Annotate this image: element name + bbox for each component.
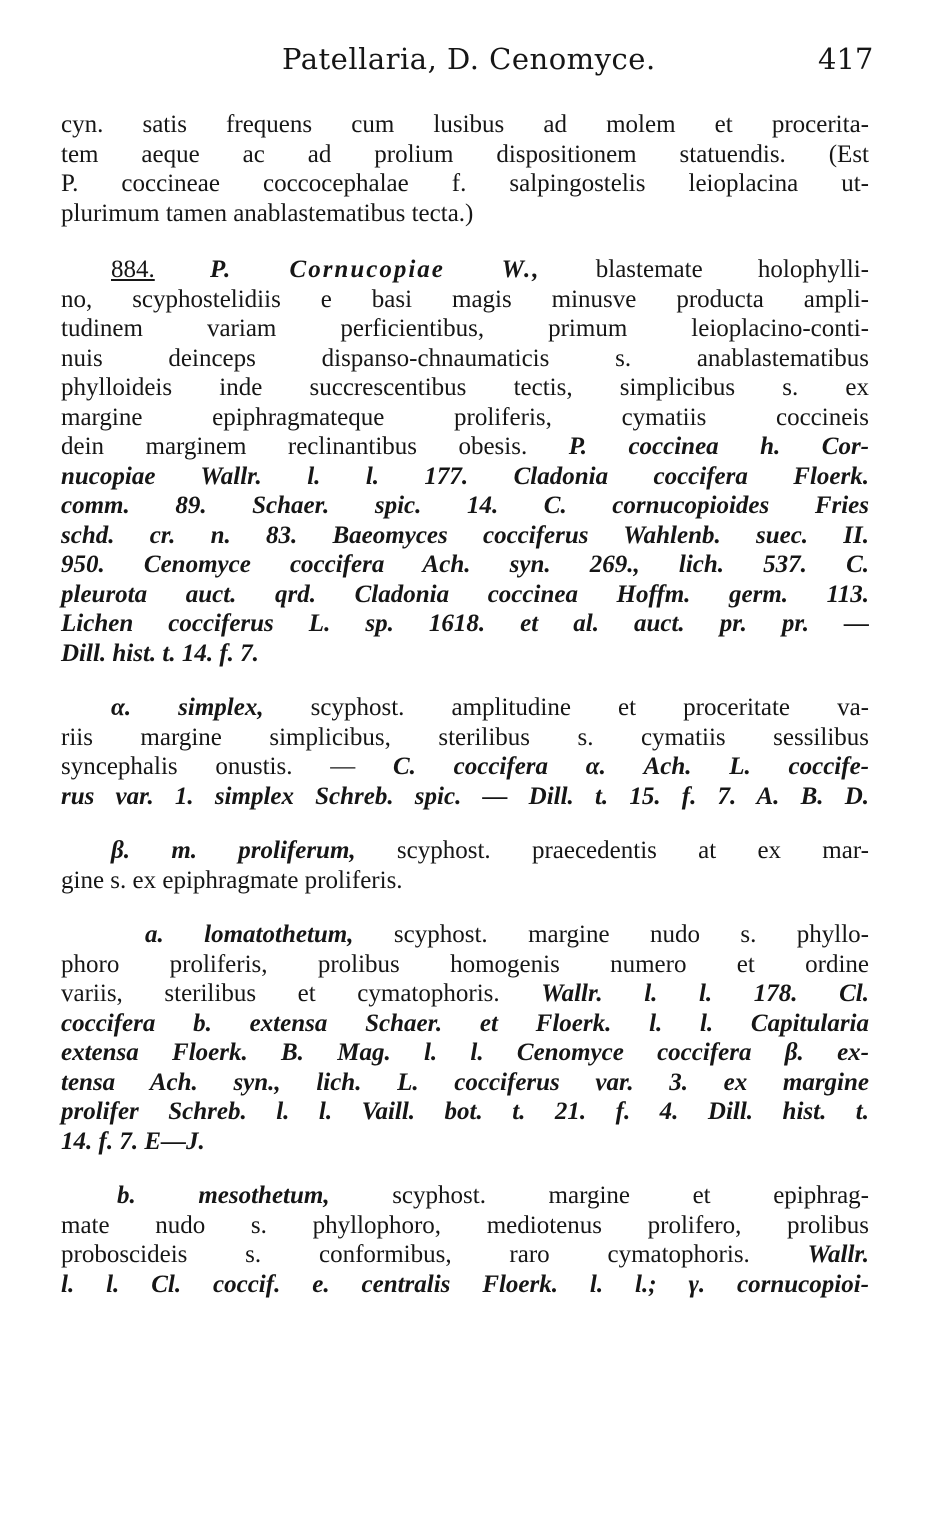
species-name: P. Cornucopiae W., (209, 256, 541, 283)
text-line: cyn. satis frequens cum lusibus ad molem et procerita- (61, 111, 869, 138)
text-line (61, 979, 869, 1009)
text-line (61, 1240, 869, 1270)
text-line: comm. 89. Schaer. spic. 14. C. cornucopioides Fries (61, 492, 869, 519)
text-line: nuis deinceps dispanso-chnaumaticis s. anablastematibus (61, 344, 869, 372)
text-segment: scyphost. margine et epiphrag- (392, 1182, 870, 1209)
text-line: 14. f. 7. E—J. (61, 1127, 205, 1155)
text-line: l. l. Cl. coccif. e. centralis Floerk. l. l.; γ. cornucopioi- (61, 1270, 869, 1298)
text-line: pleurota auct. qrd. Cladonia coccinea Hoffm. germ. 113. (61, 580, 869, 608)
text-line: nucopiae Wallr. l. l. 177. Cladonia coccifera Floerk. (61, 462, 869, 490)
synonym-reference: C. coccifera α. Ach. L. coccife- (392, 753, 869, 780)
variety-label: α. simplex, (111, 694, 264, 721)
text-line: plurimum tamen anablastematibus tecta.) (61, 199, 474, 227)
text-line (61, 432, 869, 462)
text-line: prolifer Schreb. l. l. Vaill. bot. t. 21. f. 4. Dill. hist. t. (61, 1098, 869, 1125)
text-segment: syncephalis onustis. — (61, 753, 356, 780)
text-line: tem aeque ac ad prolium dispositionem statuendis. (Est (61, 140, 869, 168)
text-line: phoro proliferis, prolibus homogenis numero et ordine (61, 950, 869, 978)
variety-label: β. m. proliferum, (111, 837, 356, 864)
text-line: phylloideis inde succrescentibus tectis, simplicibus s. ex (61, 374, 869, 401)
variety-beta-line (61, 836, 869, 866)
text-segment: dein marginem reclinantibus obesis. (61, 433, 528, 460)
page-header (0, 42, 930, 92)
text-line: riis margine simplicibus, sterilibus s. cymatiis sessilibus (61, 723, 869, 751)
text-line: no, scyphostelidiis e basi magis minusve producta ampli- (61, 285, 869, 313)
running-title: Patellaria, D. Cenomyce. (282, 42, 656, 76)
form-a-line (61, 920, 869, 950)
text-line: mate nudo s. phyllophoro, mediotenus prolifero, prolibus (61, 1211, 869, 1239)
text-line: gine s. ex epiphragmate proliferis. (61, 866, 403, 894)
text-line: Dill. hist. t. 14. f. 7. (61, 639, 259, 667)
text-line: coccifera b. extensa Schaer. et Floerk. l. l. Capitularia (61, 1009, 869, 1037)
body-text (61, 110, 869, 1299)
text-line: blastemate holophylli- (595, 256, 870, 283)
page-number: 417 (818, 42, 874, 76)
entry-heading-line (61, 255, 869, 285)
text-line: schd. cr. n. 83. Baeomyces cocciferus Wahlenb. suec. II. (61, 521, 869, 549)
form-b-line (61, 1181, 869, 1211)
paragraph-gap (61, 811, 869, 836)
paragraph-gap (61, 1156, 869, 1181)
reference: Wallr. l. l. 178. Cl. (541, 980, 869, 1007)
text-line: Lichen cocciferus L. sp. 1618. et al. auct. pr. pr. — (61, 610, 869, 637)
form-label: a. lomatothetum, (145, 921, 354, 948)
paragraph-gap (61, 228, 869, 255)
paragraph-gap (61, 895, 869, 920)
text-segment: proboscideis s. conformibus, raro cymatophoris. (61, 1241, 750, 1268)
reference: Wallr. (807, 1241, 870, 1268)
form-label: b. mesothetum, (117, 1182, 330, 1209)
synonym-reference: P. coccinea h. Cor- (568, 433, 869, 460)
text-line (61, 752, 869, 782)
text-line: tudinem variam perficientibus, primum leioplacino-conti- (61, 315, 869, 342)
text-segment: scyphost. praecedentis at ex mar- (396, 837, 869, 864)
text-line: P. coccineae coccocephalae f. salpingostelis leioplacina ut- (61, 170, 869, 197)
entry-number: 884. (111, 256, 155, 283)
text-segment: scyphost. margine nudo s. phyllo- (393, 921, 869, 948)
text-line: extensa Floerk. B. Mag. l. l. Cenomyce coccifera β. ex- (61, 1039, 869, 1066)
text-segment: scyphost. amplitudine et proceritate va- (310, 694, 870, 721)
text-segment: variis, sterilibus et cymatophoris. (61, 980, 500, 1007)
paragraph-gap (61, 668, 869, 693)
text-line: tensa Ach. syn., lich. L. cocciferus var. 3. ex margine (61, 1068, 869, 1096)
text-line: 950. Cenomyce coccifera Ach. syn. 269., lich. 537. C. (61, 551, 869, 578)
variety-alpha-line (61, 693, 869, 723)
text-line: margine epiphragmateque proliferis, cymatiis coccineis (61, 403, 869, 431)
text-line: rus var. 1. simplex Schreb. spic. — Dill. t. 15. f. 7. A. B. D. (61, 782, 869, 810)
